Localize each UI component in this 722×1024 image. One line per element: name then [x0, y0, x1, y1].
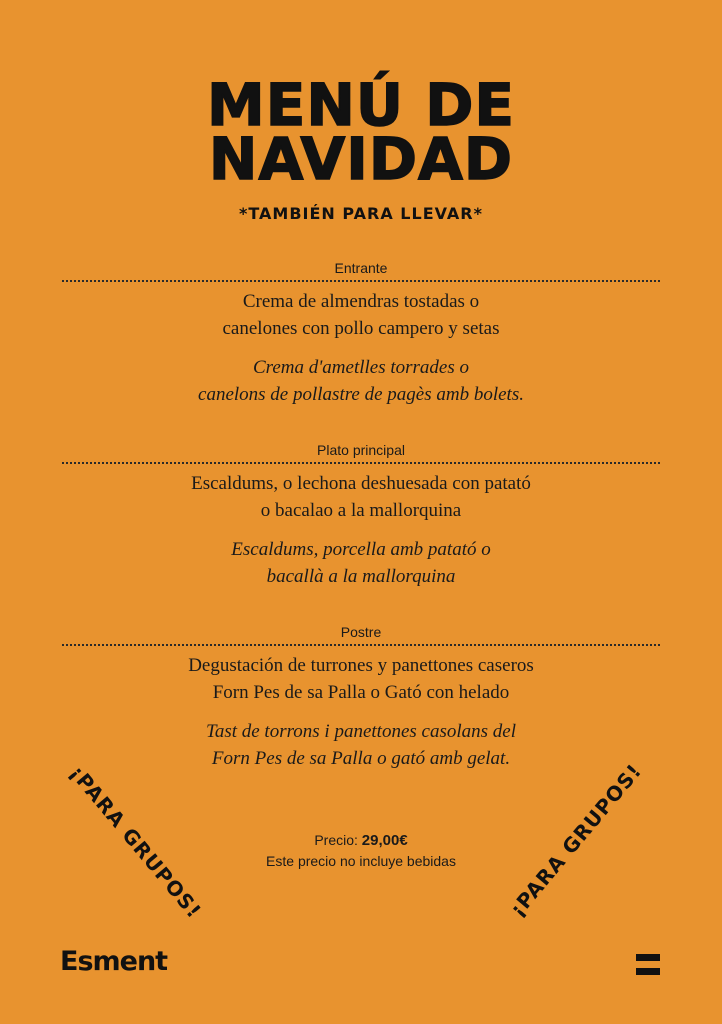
section-heading: Postre: [62, 624, 660, 646]
dish-line: Crema d'ametlles torrades o: [252, 357, 470, 378]
dish-line: Degustación de turrones y panettones caseros: [188, 655, 534, 676]
esment-logo: Esment: [60, 946, 168, 977]
dish-catalan: [62, 718, 660, 772]
section-postre: [62, 624, 660, 772]
dish-line: Tast de torrons i panettones casolans del: [206, 721, 516, 742]
dish-catalan: [62, 536, 660, 590]
dish-line: Forn Pes de sa Palla o Gató con helado: [212, 682, 510, 703]
dish-line: o bacalao a la mallorquina: [260, 500, 462, 521]
dish-spanish: [62, 652, 660, 706]
dish-line: Forn Pes de sa Palla o gató amb gelat.: [211, 748, 511, 769]
dish-line: Escaldums, porcella amb patató o: [231, 539, 491, 560]
title-line-2: NAVIDAD: [208, 125, 514, 193]
menu-title: [0, 71, 722, 193]
dish-line: Escaldums, o lechona deshuesada con patató: [191, 473, 531, 494]
dish-spanish: [62, 470, 660, 524]
price-value: 29,00€: [361, 832, 408, 849]
dish-line: bacallà a la mallorquina: [266, 566, 456, 587]
equals-icon: [636, 954, 660, 976]
dish-line: Crema de almendras tostadas o: [242, 291, 480, 312]
dish-line: canelons de pollastre de pagès amb bolets.: [198, 384, 524, 405]
dish-catalan: [62, 354, 660, 408]
price-line: [0, 830, 722, 851]
takeaway-subtitle: *TAMBIÉN PARA LLEVAR*: [239, 204, 483, 223]
promo-groups-left: ¡PARA GRUPOS!: [65, 760, 207, 924]
price-label: Precio:: [314, 832, 362, 848]
dish-line: canelones con pollo campero y setas: [222, 318, 500, 339]
section-heading: Plato principal: [62, 442, 660, 464]
price-block: [0, 830, 722, 871]
section-entrante: [62, 260, 660, 408]
dish-spanish: [62, 288, 660, 342]
section-heading: Entrante: [62, 260, 660, 282]
section-plato-principal: [62, 442, 660, 590]
promo-groups-right: ¡PARA GRUPOS!: [505, 758, 647, 922]
price-note: Este precio no incluye bebidas: [266, 853, 456, 869]
title-line-1: MENÚ DE: [207, 71, 515, 139]
